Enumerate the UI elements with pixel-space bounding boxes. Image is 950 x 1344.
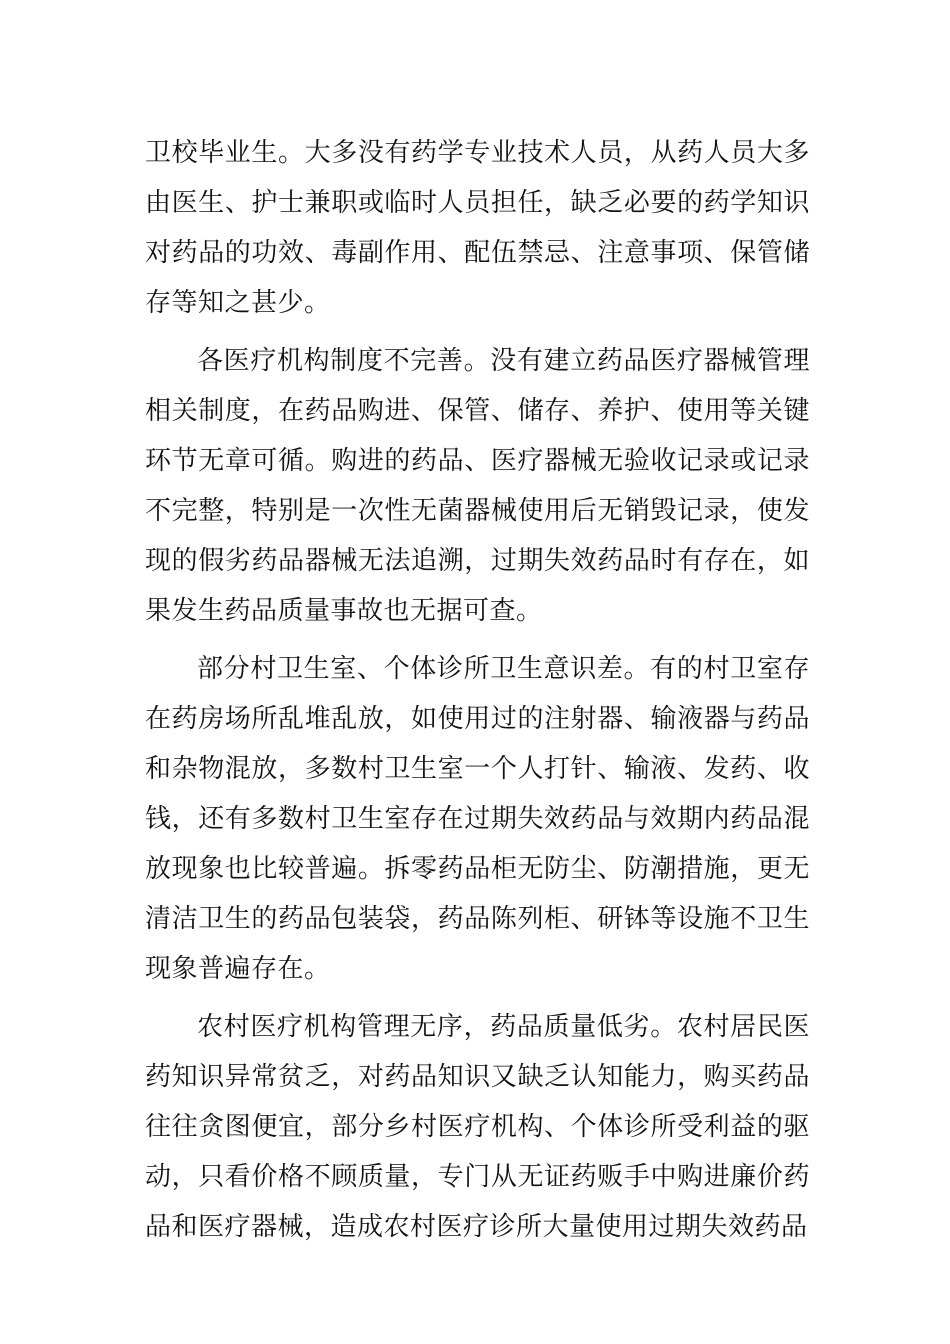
paragraph-continuation: 卫校毕业生。大多没有药学专业技术人员，从药人员大多由医生、护士兼职或临时人员担任，缺乏必要的药学知识对药品的功效、毒副作用、配伍禁忌、注意事项、保管储存等知之甚少。 — [145, 138, 810, 318]
paragraph-institution-systems: 各医疗机构制度不完善。没有建立药品医疗器械管理相关制度，在药品购进、保管、储存、养护、使用等关键环节无章可循。购进的药品、医疗器械无验收记录或记录不完整，特别是一次性无菌器械使用后无销毁记录，使发现的假劣药品器械无法追溯，过期失效药品时有存在，如果发生药品质量事故也无据可查。 — [145, 346, 810, 626]
paragraph-rural-management: 农村医疗机构管理无序，药品质量低劣。农村居民医药知识异常贫乏，对药品知识又缺乏认知能力，购买药品往往贪图便宜，部分乡村医疗机构、个体诊所受利益的驱动，只看价格不顾质量，专门从无证药贩手中购进廉价药品和医疗器械，造成农村医疗诊所大量使用过期失效药品 — [145, 1012, 810, 1242]
paragraph-village-clinic-hygiene: 部分村卫生室、个体诊所卫生意识差。有的村卫室存在药房场所乱堆乱放，如使用过的注射器、输液器与药品和杂物混放，多数村卫生室一个人打针、输液、发药、收钱，还有多数村卫生室存在过期失效药品与效期内药品混放现象也比较普遍。拆零药品柜无防尘、防潮措施，更无清洁卫生的药品包装袋，药品陈列柜、研钵等设施不卫生现象普遍存在。 — [145, 654, 810, 984]
document-body — [145, 128, 810, 1252]
